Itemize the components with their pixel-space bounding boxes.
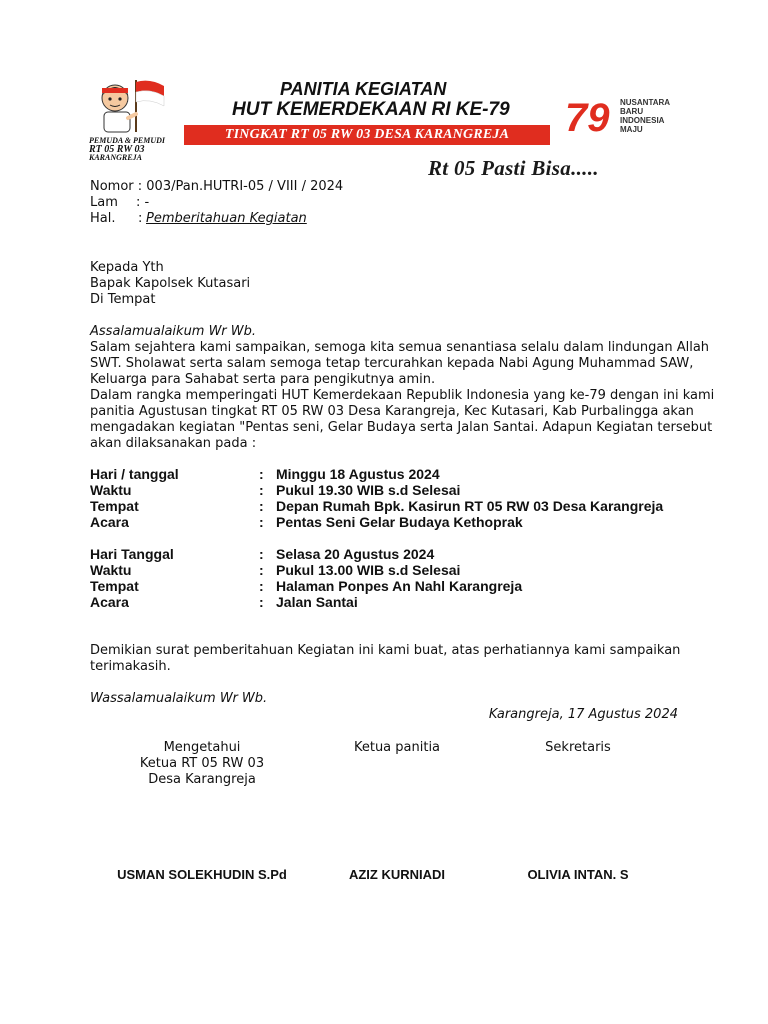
hut-79-logo <box>563 93 617 139</box>
recipient-line: Kepada Yth <box>90 260 164 275</box>
logo-tagline-line: NUSANTARA <box>620 98 671 107</box>
letter-number: Nomor : 003/Pan.HUTRI-05 / VIII / 2024 <box>90 179 344 194</box>
event-colon: : <box>259 546 264 562</box>
event-label: Tempat <box>90 578 139 594</box>
logo-tagline-line: MAJU <box>620 125 643 134</box>
event-value: Halaman Ponpes An Nahl Karangreja <box>276 578 523 594</box>
event-value: Selasa 20 Agustus 2024 <box>276 546 435 562</box>
event-label: Waktu <box>90 562 132 578</box>
event-colon: : <box>259 594 264 610</box>
signature-title-line: Ketua RT 05 RW 03 <box>139 756 265 771</box>
event-value: Depan Rumah Bpk. Kasirun RT 05 RW 03 Desa Karangreja <box>276 498 664 514</box>
event-colon: : <box>259 514 264 530</box>
event-label: Hari / tanggal <box>90 466 179 482</box>
signature-sekretaris-title: Sekretaris <box>545 740 611 755</box>
subject-separator: : <box>138 211 143 226</box>
logo-tagline <box>620 98 670 134</box>
logo-number: 79 <box>565 96 610 139</box>
slogan: Rt 05 Pasti Bisa..... <box>428 156 599 180</box>
greeting: Assalamualaikum Wr Wb. <box>90 324 256 339</box>
signature-title-line: Mengetahui <box>163 740 241 755</box>
salutation: Wassalamualaikum Wr Wb. <box>90 691 268 706</box>
event-label: Acara <box>90 594 129 610</box>
paragraph-line: SWT. Sholawat serta salam semoga tetap tercurahkan kepada Nabi Agung Muhammad SAW, <box>90 356 694 371</box>
signature-rt-title <box>132 740 272 788</box>
header-title-line2: HUT KEMERDEKAAN RI KE-79 <box>232 99 510 120</box>
event-value: Pukul 19.30 WIB s.d Selesai <box>276 482 461 498</box>
paragraph-line: Salam sejahtera kami sampaikan, semoga kita semua senantiasa selalu dalam lindungan Allah <box>90 340 710 355</box>
caption-line: RT 05 RW 03 <box>89 144 145 155</box>
banner-text: TINGKAT RT 05 RW 03 DESA KARANGREJA <box>224 127 510 142</box>
header-banner <box>182 123 552 147</box>
paragraph-line: Demikian surat pemberitahuan Kegiatan ini kami buat, atas perhatiannya kami sampaikan <box>90 643 681 658</box>
signature-ketua-title: Ketua panitia <box>353 740 441 755</box>
paragraph-closing <box>90 643 681 675</box>
event-value: Jalan Santai <box>276 594 358 610</box>
event-value: Pentas Seni Gelar Budaya Kethoprak <box>276 514 523 530</box>
event-label: Waktu <box>90 482 132 498</box>
signature-rt-name: USMAN SOLEKHUDIN S.Pd <box>117 867 287 882</box>
paragraph-line: mengadakan kegiatan "Pentas seni, Gelar Budaya serta Jalan Santai. Adapun Kegiatan tersebut <box>90 420 713 435</box>
paragraph-line: Dalam rangka memperingati HUT Kemerdekaan Republik Indonesia yang ke-79 dengan ini kami <box>90 388 715 403</box>
logo-tagline-line: BARU <box>620 107 644 116</box>
paragraph-line: Keluarga para Sahabat serta para pengikutnya amin. <box>90 372 436 387</box>
attachment-label: Lam <box>90 195 118 210</box>
event-colon: : <box>259 498 264 514</box>
mascot-caption <box>89 137 165 162</box>
event-label: Tempat <box>90 498 139 514</box>
event-colon: : <box>259 562 264 578</box>
event-colon: : <box>259 578 264 594</box>
paragraph-line: panitia Agustusan tingkat RT 05 RW 03 Desa Karangreja, Kec Kutasari, Kab Purbalingga akan <box>90 404 694 419</box>
recipient-line: Bapak Kapolsek Kutasari <box>90 276 251 291</box>
subject-value: Pemberitahuan Kegiatan <box>146 211 307 226</box>
signature-title-line: Desa Karangreja <box>148 772 256 787</box>
paragraph-announcement <box>90 388 715 452</box>
event-label: Hari Tanggal <box>90 546 174 562</box>
place-date: Karangreja, 17 Agustus 2024 <box>488 707 678 722</box>
attachment-value: : - <box>136 195 150 210</box>
header-title-line1: PANITIA KEGIATAN <box>280 79 447 99</box>
event-label: Acara <box>90 514 129 530</box>
subject-label: Hal. <box>90 211 116 226</box>
paragraph-opening <box>90 340 710 388</box>
event-colon: : <box>259 482 264 498</box>
caption-line: PEMUDA & PEMUDI <box>89 136 166 145</box>
recipient-line: Di Tempat <box>90 292 156 307</box>
event-value: Minggu 18 Agustus 2024 <box>276 466 440 482</box>
event-value: Pukul 13.00 WIB s.d Selesai <box>276 562 461 578</box>
paragraph-line: terimakasih. <box>90 659 171 674</box>
logo-tagline-line: INDONESIA <box>620 116 665 125</box>
caption-line: KARANGREJA <box>89 153 142 162</box>
event-colon: : <box>259 466 264 482</box>
paragraph-line: akan dilaksanakan pada : <box>90 436 257 451</box>
signature-ketua-name: AZIZ KURNIADI <box>348 867 446 882</box>
signature-sekretaris-name: OLIVIA INTAN. S <box>527 867 629 882</box>
